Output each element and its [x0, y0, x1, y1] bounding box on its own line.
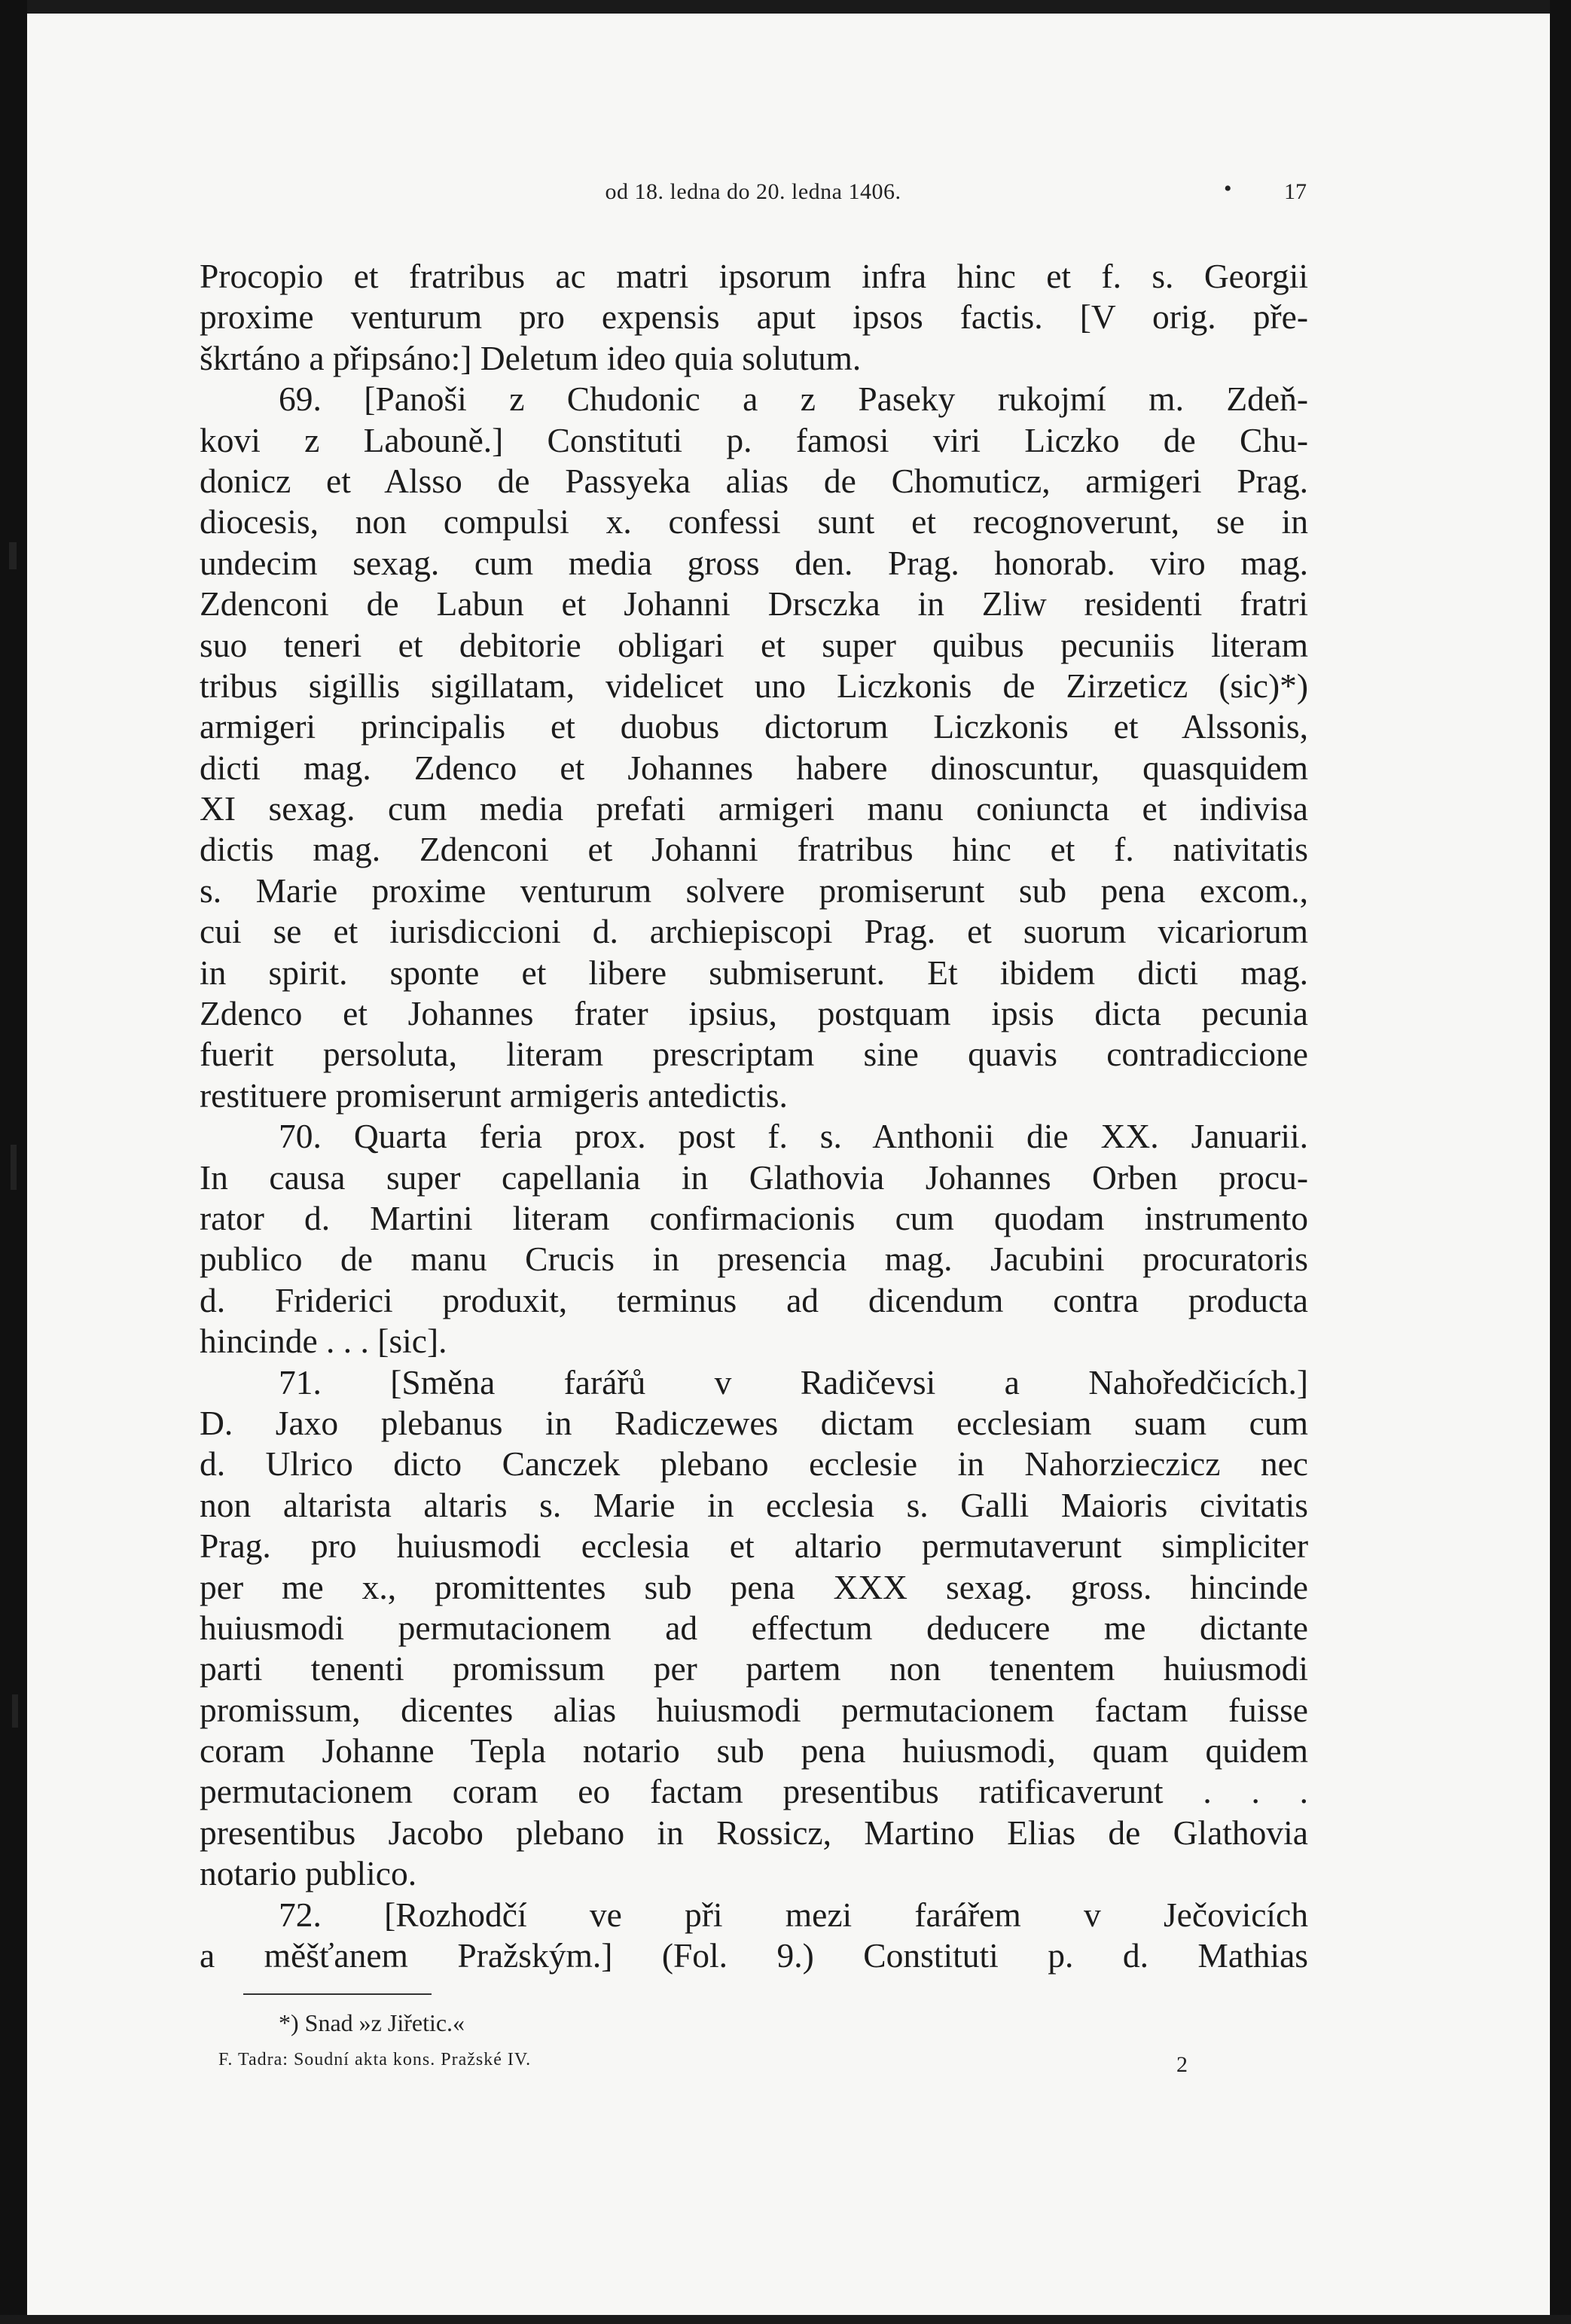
entry-69-heading: 69. [Panoši z Chudonic a z Paseky rukojmí m. Zdeň-: [279, 380, 1308, 419]
text-line: dictis mag. Zdenconi et Johanni fratribus hinc et f. nativitatis: [200, 830, 1308, 869]
text-line: Procopio et fratribus ac matri ipsorum infra hinc et f. s. Georgii: [200, 257, 1308, 295]
text-line: škrtáno a připsáno:] Deletum ideo quia solutum.: [200, 338, 862, 377]
entry-70-heading: 70. Quarta feria prox. post f. s. Anthonii die XX. Januarii.: [279, 1117, 1308, 1156]
entry-72-heading: 72. [Rozhodčí ve při mezi farářem v Ječovicích: [279, 1895, 1308, 1934]
text-line: in spirit. sponte et libere submiserunt. Et ibidem dicti mag.: [200, 953, 1308, 992]
scan-speck: [9, 542, 17, 569]
text-line: donicz et Alsso de Passyeka alias de Chomuticz, armigeri Prag.: [200, 461, 1308, 500]
footnote-rule: [243, 1993, 432, 1995]
text-line: fuerit persoluta, literam prescriptam sine quavis contradiccione: [200, 1035, 1308, 1074]
text-line: undecim sexag. cum media gross den. Prag. honorab. viro mag.: [200, 543, 1308, 582]
text-line: proxime venturum pro expensis aput ipsos factis. [V orig. pře-: [200, 297, 1308, 337]
text-line: parti tenenti promissum per partem non tenentem huiusmodi: [200, 1649, 1308, 1688]
text-line: In causa super capellania in Glathovia Johannes Orben procu-: [200, 1157, 1308, 1197]
text-line: huiusmodi permutacionem ad effectum deducere me dictante: [200, 1608, 1308, 1647]
page-number: 17: [1284, 179, 1307, 204]
text-line: diocesis, non compulsi x. confessi sunt et recognoverunt, se in: [200, 502, 1308, 541]
text-line: dicti mag. Zdenco et Johannes habere dinoscuntur, quasquidem: [200, 748, 1308, 787]
text-line: rator d. Martini literam confirmacionis cum quodam instrumento: [200, 1198, 1308, 1237]
text-line: D. Jaxo plebanus in Radiczewes dictam ecclesiam suam cum: [200, 1403, 1308, 1442]
text-line: d. Ulrico dicto Canczek plebano ecclesie in Nahorzieczicz nec: [200, 1444, 1308, 1484]
body-text: [200, 256, 1308, 1976]
entry-71-heading: 71. [Směna farářů v Radičevsi a Nahoředčicích.]: [279, 1362, 1308, 1401]
signature-number: 2: [1176, 2052, 1188, 2077]
text-line: suo teneri et debitorie obligari et super quibus pecuniis literam: [200, 625, 1308, 664]
scan-edge-right: [1550, 0, 1571, 2324]
printer-signature: F. Tadra: Soudní akta kons. Pražské IV.: [218, 2050, 532, 2069]
scan-edge-bottom: [0, 2315, 1571, 2324]
text-line: tribus sigillis sigillatam, videlicet uno Liczkonis de Zirzeticz (sic)*): [200, 666, 1308, 705]
text-line: Zdenconi de Labun et Johanni Drsczka in Zliw residenti fratri: [200, 584, 1308, 624]
text-line: coram Johanne Tepla notario sub pena huiusmodi, quam quidem: [200, 1731, 1308, 1770]
text-line: Zdenco et Johannes frater ipsius, postquam ipsis dicta pecunia: [200, 994, 1308, 1033]
running-head-mark: •: [1224, 176, 1232, 201]
scan-speck: [12, 1694, 18, 1728]
running-head: [200, 173, 1307, 211]
text-line: non altarista altaris s. Marie in ecclesia s. Galli Maioris civitatis: [200, 1485, 1308, 1524]
text-line: kovi z Labouně.] Constituti p. famosi viri Liczko de Chu-: [200, 420, 1308, 459]
text-line: per me x., promittentes sub pena XXX sexag. gross. hincinde: [200, 1567, 1308, 1606]
text-line: Prag. pro huiusmodi ecclesia et altario permutaverunt simpliciter: [200, 1526, 1308, 1566]
text-line: cui se et iurisdiccioni d. archiepiscopi Prag. et suorum vicariorum: [200, 912, 1308, 951]
text-line: notario publico.: [200, 1854, 417, 1893]
scan-edge-top: [0, 0, 1571, 14]
scan-speck: [11, 1145, 17, 1190]
footnote: *) Snad »z Jiřetic.«: [279, 2009, 465, 2036]
text-line: d. Friderici produxit, terminus ad dicendum contra producta: [200, 1280, 1308, 1319]
text-line: promissum, dicentes alias huiusmodi permutacionem factam fuisse: [200, 1690, 1308, 1729]
running-head-title: od 18. ledna do 20. ledna 1406.: [605, 179, 901, 204]
text-line: restituere promiserunt armigeris antedictis.: [200, 1075, 788, 1115]
text-line: s. Marie proxime venturum solvere promiserunt sub pena excom.,: [200, 871, 1308, 910]
text-line: armigeri principalis et duobus dictorum Liczkonis et Alssonis,: [200, 707, 1308, 746]
text-line: publico de manu Crucis in presencia mag. Jacubini procuratoris: [200, 1240, 1308, 1279]
text-line: hincinde . . . [sic].: [200, 1322, 447, 1361]
text-line: presentibus Jacobo plebano in Rossicz, Martino Elias de Glathovia: [200, 1813, 1308, 1852]
text-line: a měšťanem Pražským.] (Fol. 9.) Constituti p. d. Mathias: [200, 1936, 1308, 1975]
text-line: permutacionem coram eo factam presentibus ratificaverunt . . .: [200, 1772, 1308, 1811]
text-line: XI sexag. cum media prefati armigeri manu coniuncta et indivisa: [200, 789, 1308, 828]
